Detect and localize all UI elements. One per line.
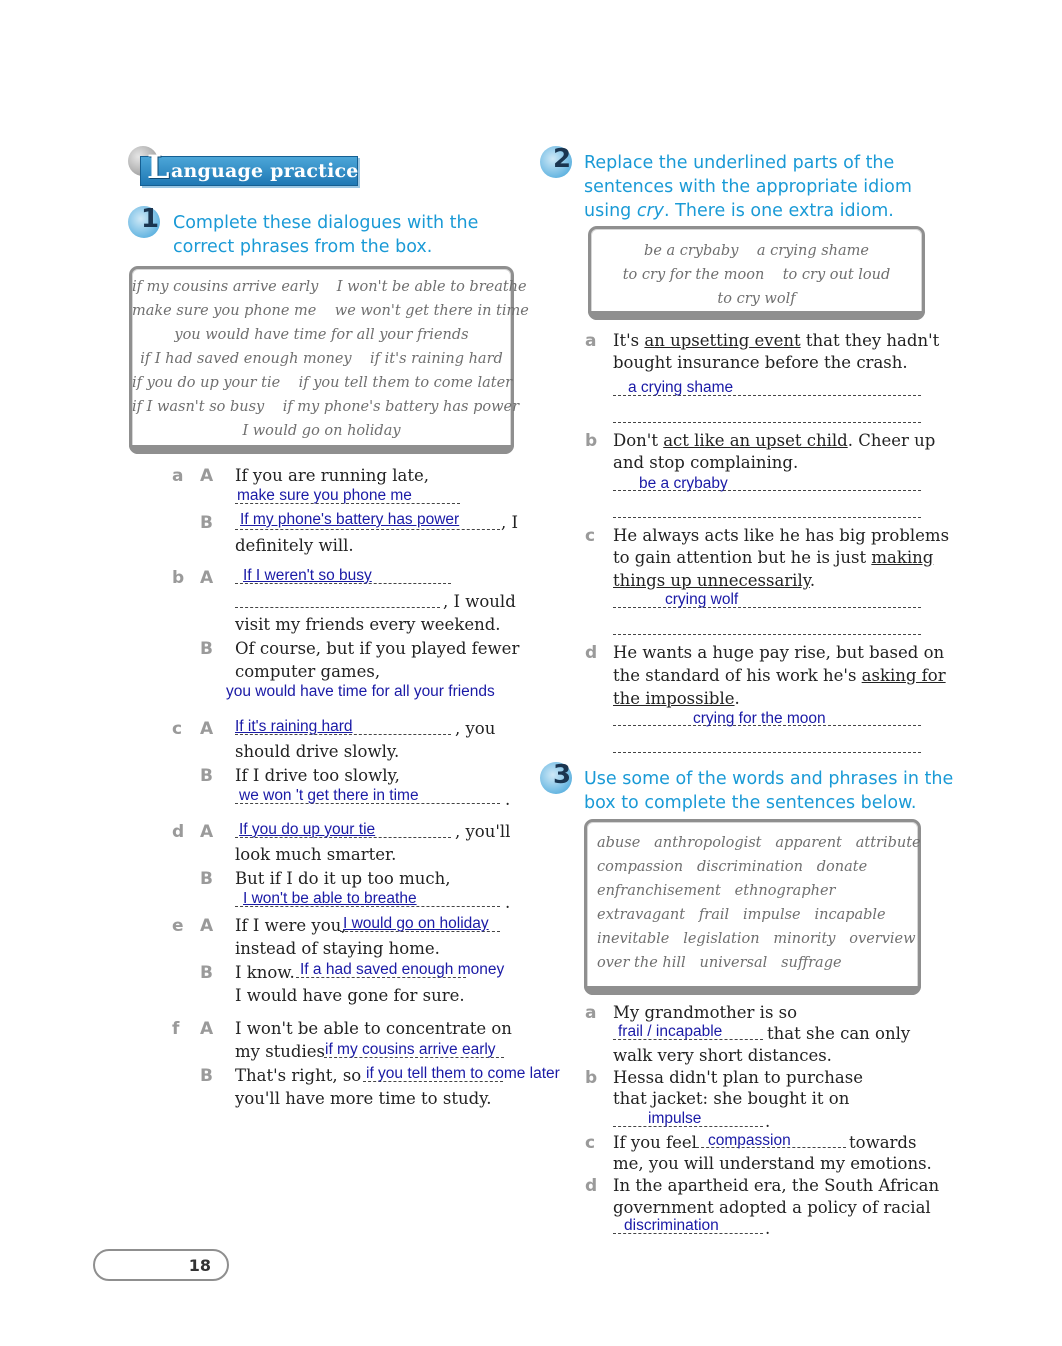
speaker-b: B — [200, 513, 213, 533]
dialogue-letter: f — [172, 1019, 180, 1039]
exercise-2-instructions — [584, 151, 912, 223]
dialogue-text: That's right, so — [235, 1066, 362, 1085]
ex3-title-line2: box to complete the sentences below. — [584, 793, 917, 813]
speaker-b: B — [200, 1066, 213, 1086]
sentence-text: to gain attention but he is just making — [613, 548, 934, 567]
phrase: I would go on holiday — [242, 423, 401, 439]
sentence-text: It's an upsetting event that they hadn't — [613, 331, 940, 350]
sentence-text: Hessa didn't plan to purchase — [613, 1068, 863, 1087]
sentence-text: walk very short distances. — [613, 1046, 832, 1065]
dialogue-text: you'll have more time to study. — [235, 1089, 492, 1108]
word: attribute — [855, 835, 921, 851]
speaker-a: A — [200, 719, 214, 739]
exercise-3-instructions — [584, 767, 953, 815]
idiom: to cry out loud — [782, 267, 891, 283]
exercise-1-number: 1 — [128, 206, 162, 242]
banner-box — [140, 148, 359, 186]
answer-blank — [613, 752, 921, 753]
dialogue-text: If I drive too slowly, — [235, 766, 400, 785]
sentence-text: that jacket: she bought it on — [613, 1089, 850, 1108]
speaker-a: A — [200, 466, 214, 486]
sentence-text: that she can only — [767, 1024, 911, 1043]
phrase: if my phone's battery has power — [282, 399, 520, 415]
answer-text[interactable]: compassion — [708, 1132, 791, 1149]
dialogue-letter: a — [172, 466, 184, 486]
word: anthropologist — [654, 835, 762, 851]
word: abuse — [597, 835, 641, 851]
item-letter: c — [585, 1133, 596, 1153]
speaker-b: B — [200, 869, 213, 889]
item-letter: a — [585, 331, 597, 351]
speaker-b: B — [200, 963, 213, 983]
sentence-text: and stop complaining. — [613, 453, 799, 472]
speaker-a: A — [200, 568, 214, 588]
dialogue-text: Of course, but if you played fewer — [235, 639, 520, 658]
answer-text[interactable]: a crying shame — [628, 379, 734, 396]
sentence-text: He always acts like he has big problems — [613, 526, 950, 545]
phrase-row — [132, 351, 511, 367]
exercise-3-word-box — [584, 819, 921, 995]
answer-text[interactable]: If it's raining hard — [235, 718, 353, 735]
item-letter: b — [585, 431, 598, 451]
ex1-title-line2: correct phrases from the box. — [173, 237, 433, 257]
answer-text[interactable]: crying for the moon — [693, 710, 826, 727]
dialogue-text: instead of staying home. — [235, 939, 440, 958]
speaker-b: B — [200, 639, 213, 659]
phrase-row — [132, 399, 520, 415]
word-row — [597, 955, 918, 971]
phrase-row — [132, 327, 511, 343]
phrase: if you do up your tie — [132, 375, 281, 391]
dialogue-letter: b — [172, 568, 185, 588]
idiom: to cry for the moon — [622, 267, 765, 283]
dialogue-text: computer games, — [235, 662, 381, 681]
page-number-tab — [93, 1249, 229, 1281]
phrase-row — [132, 375, 511, 391]
sentence-text: the standard of his work he's asking for — [613, 666, 946, 685]
dialogue-text: my studies — [235, 1042, 326, 1061]
answer-text[interactable]: If my phone's battery has power — [240, 511, 460, 528]
sentence-text: me, you will understand my emotions. — [613, 1154, 932, 1173]
dialogue-text: I would have gone for sure. — [235, 986, 465, 1005]
idiom: to cry wolf — [717, 291, 796, 307]
phrase: if it's raining hard — [370, 351, 503, 367]
idiom-row — [591, 243, 922, 259]
dialogue-letter: d — [172, 822, 185, 842]
phrase: if I had saved enough money — [140, 351, 352, 367]
ex2-title-line1: Replace the underlined parts of the — [584, 153, 895, 173]
word: inevitable — [597, 931, 670, 947]
phrase-row — [132, 279, 527, 295]
answer-text[interactable]: frail / incapable — [618, 1023, 723, 1040]
phrase: I won't be able to breathe — [336, 279, 527, 295]
word: incapable — [814, 907, 886, 923]
phrase: make sure you phone me — [132, 303, 317, 319]
page-number: 18 — [188, 1256, 211, 1275]
word: compassion — [597, 859, 684, 875]
ex2-title-line2: sentences with the appropriate idiom — [584, 177, 912, 197]
dialogue-text: If you are running late, — [235, 466, 429, 485]
answer-text[interactable]: be a crybaby — [639, 475, 728, 492]
dialogue-text: definitely will. — [235, 536, 354, 555]
answer-text[interactable]: discrimination — [624, 1217, 719, 1234]
answer-text[interactable]: crying wolf — [665, 591, 739, 608]
idiom-row — [591, 267, 922, 283]
answer-text[interactable]: you would have time for all your friends — [226, 683, 495, 700]
sentence-text: . — [765, 1112, 771, 1131]
dialogue-text: But if I do it up too much, — [235, 869, 451, 888]
item-letter: c — [585, 526, 596, 546]
word: overview — [849, 931, 916, 947]
dialogue-text: visit my friends every weekend. — [235, 615, 501, 634]
phrase: you would have time for all your friends — [174, 327, 469, 343]
answer-text[interactable]: I won't be able to breathe — [243, 890, 417, 907]
answer-text[interactable]: impulse — [648, 1110, 702, 1127]
answer-text[interactable]: If a had saved enough money — [300, 961, 505, 978]
dialogue-letter: c — [172, 719, 183, 739]
ex3-title-line1: Use some of the words and phrases in the — [584, 769, 954, 789]
answer-text[interactable]: make sure you phone me — [237, 487, 412, 504]
dialogue-text: , you'll — [455, 822, 511, 841]
word: discrimination — [696, 859, 803, 875]
idiom: a crying shame — [756, 243, 869, 259]
item-letter: d — [585, 1176, 598, 1196]
word: minority — [773, 931, 836, 947]
answer-blank — [613, 422, 921, 423]
answer-text[interactable]: If you do up your tie — [239, 821, 376, 838]
sentence-text: He wants a huge pay rise, but based on — [613, 643, 945, 662]
answer-blank — [613, 517, 921, 518]
word-row — [597, 835, 921, 851]
dialogue-text: I won't be able to concentrate on — [235, 1019, 512, 1038]
sentence-text: government adopted a policy of racial — [613, 1198, 931, 1217]
dialogue-letter: e — [172, 916, 184, 936]
dialogue-text: should drive slowly. — [235, 742, 400, 761]
sentence-text: Don't act like an upset child. Cheer up — [613, 431, 936, 450]
sentence-text: towards — [849, 1133, 917, 1152]
item-letter: d — [585, 643, 598, 663]
sentence-text: In the apartheid era, the South African — [613, 1176, 940, 1195]
sentence-text: things up unnecessarily. — [613, 571, 816, 590]
dialogue-text: , I — [501, 513, 519, 532]
word: ethnographer — [734, 883, 836, 899]
speaker-a: A — [200, 1019, 214, 1039]
ex1-title-line1: Complete these dialogues with the — [173, 213, 479, 233]
word: extravagant — [597, 907, 686, 923]
sentence-text: My grandmother is so — [613, 1003, 798, 1022]
item-letter: a — [585, 1003, 597, 1023]
word: donate — [816, 859, 868, 875]
ex2-title-line3: using cry. There is one extra idiom. — [584, 201, 894, 221]
phrase-row — [132, 423, 511, 439]
dialogue-text: . — [505, 790, 511, 809]
answer-blank — [613, 634, 921, 635]
word-row — [597, 907, 918, 923]
phrase: if you tell them to come later — [298, 375, 513, 391]
speaker-b: B — [200, 766, 213, 786]
item-letter: b — [585, 1068, 598, 1088]
answer-text[interactable]: if my cousins arrive early — [325, 1041, 496, 1058]
answer-text[interactable]: If I weren't so busy — [243, 567, 372, 584]
dialogue-text: I know. — [235, 963, 295, 982]
word-row — [597, 931, 918, 947]
word: suffrage — [781, 955, 842, 971]
exercise-1-instructions — [173, 211, 478, 259]
banner-initial: L — [147, 148, 170, 186]
word: apparent — [775, 835, 842, 851]
word: legislation — [683, 931, 760, 947]
phrase: if my cousins arrive early — [132, 279, 319, 295]
word: impulse — [742, 907, 801, 923]
word: enfranchisement — [597, 883, 721, 899]
dialogue-text: If I were you, — [235, 916, 347, 935]
phrase: if I wasn't so busy — [132, 399, 265, 415]
exercise-3-number: 3 — [540, 762, 574, 798]
word: frail — [698, 907, 730, 923]
dialogue-text: look much smarter. — [235, 845, 397, 864]
word: universal — [699, 955, 768, 971]
exercise-1-phrase-box — [129, 266, 529, 454]
answer-text[interactable]: we won 't get there in time — [239, 787, 419, 804]
speaker-a: A — [200, 822, 214, 842]
section-title: anguage practice — [171, 160, 359, 182]
phrase: we won't get there in time — [334, 303, 529, 319]
dialogue-text: , I would — [443, 592, 516, 611]
idiom-row — [591, 291, 922, 307]
phrase-row — [132, 303, 529, 319]
word-row — [597, 859, 918, 875]
answer-blank — [235, 607, 440, 608]
dialogue-text: . — [505, 893, 511, 912]
sentence-text: bought insurance before the crash. — [613, 353, 908, 372]
dialogue-text: , you — [455, 719, 496, 738]
sentence-text: the impossible. — [613, 689, 740, 708]
sentence-text: If you feel — [613, 1133, 697, 1152]
answer-text[interactable]: I would go on holiday — [343, 915, 489, 932]
word: over the hill — [597, 955, 686, 971]
idiom: be a crybaby — [644, 243, 739, 259]
answer-blank — [613, 607, 921, 608]
exercise-2-number: 2 — [540, 146, 574, 182]
exercise-2-idiom-box — [588, 226, 925, 320]
speaker-a: A — [200, 916, 214, 936]
answer-blank — [235, 529, 500, 530]
word-row — [597, 883, 918, 899]
sentence-text: . — [765, 1219, 771, 1238]
answer-text[interactable]: if you tell them to come later — [366, 1065, 560, 1082]
